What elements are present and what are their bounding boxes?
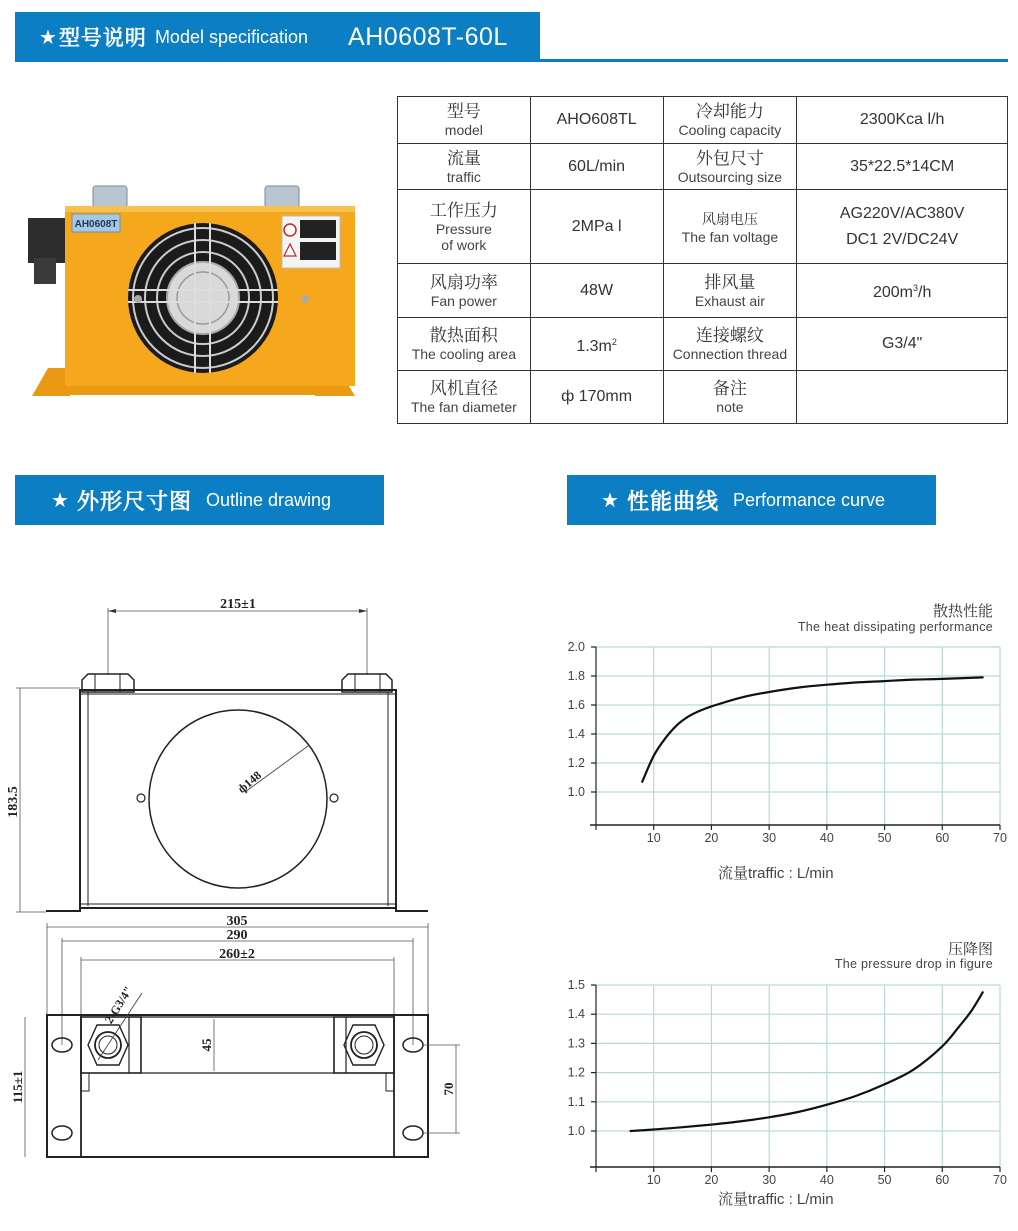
chart-xlabel: 流量traffic : L/min (718, 1191, 834, 1208)
svg-text:40: 40 (819, 1173, 834, 1187)
chart-plot (560, 636, 1018, 886)
value-model: AHO608TL (530, 97, 663, 144)
chart-title-cn: 散热性能 (932, 603, 993, 620)
dim-hole-pitch: 70 (441, 1082, 456, 1096)
product-image (20, 178, 365, 403)
label-cn: 冷却能力 (695, 102, 764, 121)
svg-text:10: 10 (646, 831, 661, 845)
star-icon: ★ (601, 489, 619, 512)
svg-text:1.2: 1.2 (567, 1065, 585, 1080)
svg-text:1.8: 1.8 (567, 669, 585, 683)
chart-title-en: The pressure drop in figure (834, 957, 993, 971)
label-cn: 风扇功率 (429, 272, 498, 292)
star-icon: ★ (51, 489, 69, 512)
header-title-cn: 型号说明 (58, 27, 147, 50)
value-outsourcing-size: 35*22.5*14CM (797, 144, 1008, 190)
label-en: Outsourcing size (677, 168, 783, 185)
header-model: AH0608T-60L (348, 22, 508, 51)
chart-title-cn: 压降图 (947, 941, 993, 958)
section-title-cn: 外形尺寸图 (76, 488, 192, 514)
svg-text:30: 30 (762, 1173, 777, 1187)
svg-text:60: 60 (935, 831, 950, 845)
label-cn: 型号 (446, 102, 481, 121)
value-text: 1.3m (576, 337, 612, 355)
value-traffic: 60L/min (530, 144, 663, 190)
dim-width-290: 290 (226, 928, 248, 943)
value-text: /h (918, 284, 932, 301)
svg-text:1.2: 1.2 (567, 756, 585, 770)
svg-text:1.5: 1.5 (567, 978, 585, 992)
dim-width-305: 305 (226, 914, 248, 929)
svg-text:1.3: 1.3 (567, 1036, 585, 1051)
table-row (398, 97, 1008, 144)
header-underline (15, 59, 1008, 62)
value-connection-thread: G3/4" (797, 318, 1008, 371)
svg-text:10: 10 (646, 1173, 661, 1187)
chart-plot (560, 974, 1018, 1214)
value-fan-diameter: ф 170mm (530, 371, 663, 424)
front-view-drawing (0, 580, 450, 920)
value-fan-power: 48W (530, 264, 663, 318)
chart-title-en: The heat dissipating performance (797, 620, 993, 634)
dim-thread: 2-G3/4" (101, 983, 136, 1027)
svg-text:1.4: 1.4 (567, 727, 585, 741)
label-en: Pressure (435, 220, 492, 237)
svg-text:1.4: 1.4 (567, 1007, 585, 1022)
section-title-en: Performance curve (732, 489, 886, 510)
svg-text:1.1: 1.1 (567, 1094, 585, 1109)
heat-dissipation-chart (560, 600, 1018, 890)
value-voltage-ac: AG220V/AC380V (839, 204, 965, 222)
table-row (398, 144, 1008, 190)
label-cn: 散热面积 (429, 326, 498, 345)
table-row (398, 318, 1008, 371)
section-title-en: Outline drawing (205, 489, 332, 510)
table-row (398, 371, 1008, 424)
label-cn: 连接螺纹 (695, 326, 764, 345)
label-cn: 流量 (446, 148, 481, 168)
dim-height: 183.5 (6, 786, 21, 818)
svg-text:60: 60 (935, 1173, 950, 1187)
section-title-cn: 性能曲线 (626, 488, 719, 514)
value-note (797, 371, 1008, 424)
value-pressure: 2MPa l (530, 190, 663, 264)
dim-width-260: 260±2 (219, 947, 255, 962)
svg-text:1.0: 1.0 (567, 785, 585, 799)
label-en: Fan power (430, 292, 497, 309)
label-en: The fan voltage (681, 228, 779, 245)
performance-curve-header (567, 475, 936, 525)
label-cn: 风扇电压 (701, 210, 758, 227)
value-cooling-capacity: 2300Kca l/h (797, 97, 1008, 144)
dim-inner-45: 45 (199, 1038, 214, 1052)
svg-text:2.0: 2.0 (567, 640, 585, 654)
label-en: Cooling capacity (678, 122, 782, 138)
spec-table (397, 96, 1008, 424)
label-cn: 风机直径 (429, 379, 498, 398)
label-cn: 备注 (712, 379, 747, 398)
label-en: model (444, 122, 483, 138)
star-icon: ★ (39, 26, 57, 49)
value-text: 200m (872, 284, 913, 301)
svg-text:20: 20 (704, 831, 719, 845)
label-en: note (716, 399, 744, 415)
dim-fan-dia: ф148 (234, 768, 265, 796)
table-row (398, 190, 1008, 264)
label-en: of work (441, 236, 487, 253)
dim-top-span: 215±1 (220, 597, 256, 612)
svg-text:70: 70 (993, 831, 1007, 845)
dim-depth: 115±1 (10, 1070, 25, 1104)
label-cn: 排风量 (704, 272, 756, 292)
svg-text:30: 30 (762, 831, 777, 845)
svg-text:1.6: 1.6 (567, 698, 585, 712)
label-en: The fan diameter (410, 399, 517, 415)
label-cn: 工作压力 (429, 200, 498, 220)
model-spec-header (15, 12, 540, 62)
table-row (398, 264, 1008, 318)
chart-xlabel: 流量traffic : L/min (718, 865, 834, 882)
svg-text:50: 50 (877, 831, 892, 845)
label-en: Connection thread (672, 346, 788, 362)
value-sup: 3 (912, 283, 918, 293)
product-label: AH0608T (74, 219, 118, 230)
label-en: The cooling area (411, 346, 516, 362)
label-en: Exhaust air (694, 292, 765, 309)
top-view-drawing (0, 905, 470, 1165)
svg-text:20: 20 (704, 1173, 719, 1187)
svg-text:40: 40 (819, 831, 834, 845)
svg-text:70: 70 (993, 1173, 1007, 1187)
outline-drawing-header (15, 475, 384, 525)
pressure-drop-chart (560, 938, 1018, 1228)
value-sup: 2 (611, 336, 617, 347)
label-en: traffic (446, 168, 481, 185)
header-title-en: Model specification (154, 26, 309, 47)
value-exhaust-air (797, 264, 1008, 318)
svg-text:1.0: 1.0 (567, 1124, 585, 1138)
value-voltage-dc: DC1 2V/DC24V (846, 230, 959, 248)
svg-text:50: 50 (877, 1173, 892, 1187)
value-cooling-area (530, 318, 663, 371)
label-cn: 外包尺寸 (695, 148, 764, 168)
